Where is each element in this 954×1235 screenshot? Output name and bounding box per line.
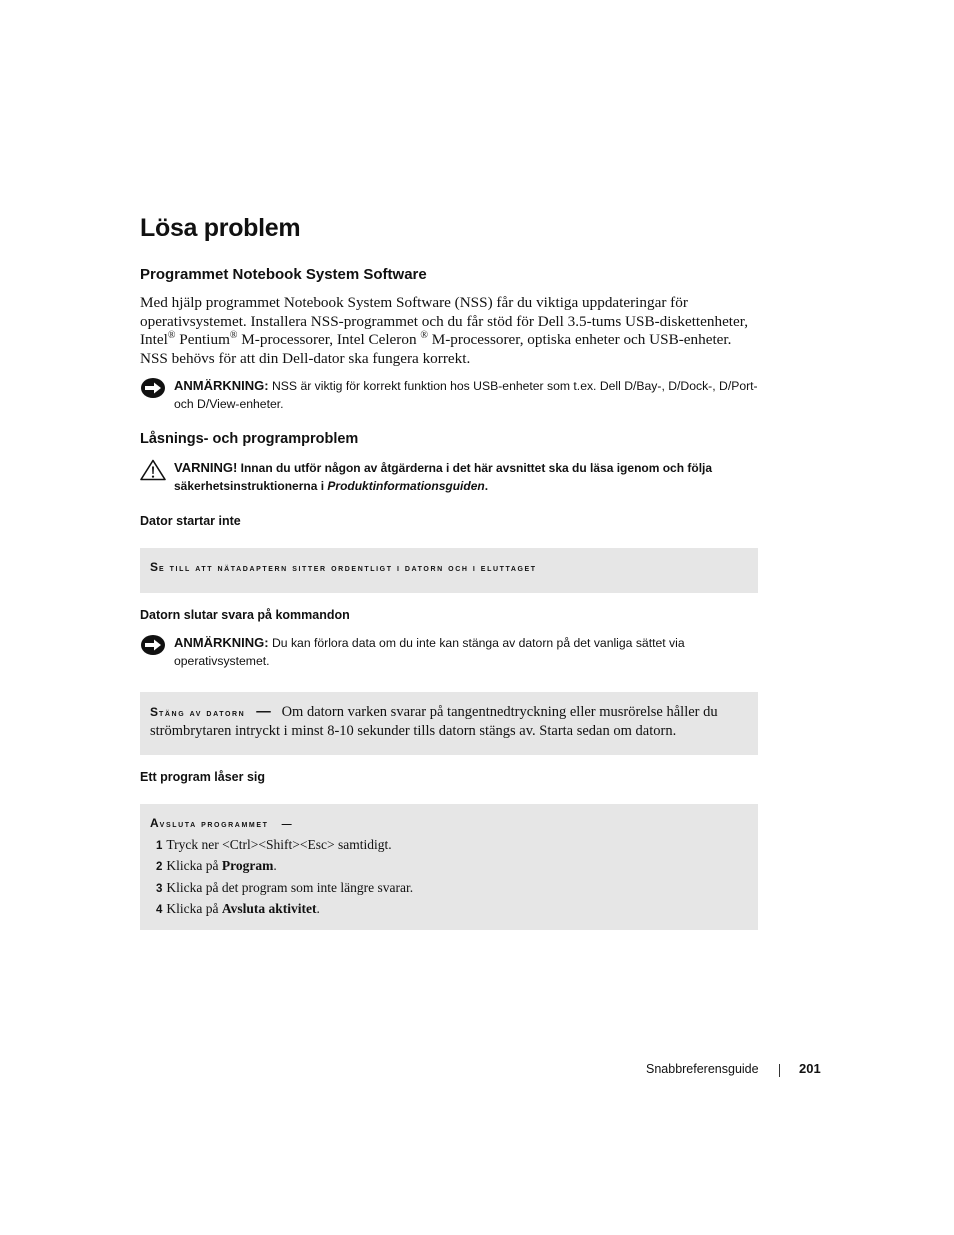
warning-label: VARNING! <box>174 460 238 475</box>
step-number: 4 <box>156 903 163 916</box>
step-text: Klicka på det program som inte längre svarar. <box>166 879 414 895</box>
warning-triangle-icon <box>140 459 166 481</box>
page-title: Lösa problem <box>140 214 301 242</box>
procedure-initial: S <box>150 560 160 574</box>
warning-guide-title: Produktinformationsguiden <box>327 478 485 493</box>
note-text: Du kan förlora data om du inte kan stänga av datorn på det vanliga sättet via operativsystemet. <box>174 636 685 668</box>
procedure-box-end-program <box>140 804 758 930</box>
step-item <box>156 878 413 899</box>
procedure-title <box>150 705 246 719</box>
subheading-program-hangs: Ett program låser sig <box>140 770 266 784</box>
subheading-not-responding: Datorn slutar svara på kommandon <box>140 608 350 622</box>
step-number: 3 <box>156 882 163 895</box>
registered-mark: ® <box>167 329 176 341</box>
note-arrow-icon <box>140 377 166 399</box>
procedure-initial: A <box>150 816 160 830</box>
nss-text-3: M-processorer, Intel Celeron <box>237 331 421 348</box>
step-bold: Avsluta aktivitet <box>221 900 317 916</box>
em-dash: — <box>281 819 292 830</box>
procedure-title-text: e till att nätadaptern sitter ordentligt i datorn och i eluttaget <box>159 563 537 574</box>
procedure-paragraph <box>150 704 750 740</box>
procedure-text: Om datorn varken svarar på tangentnedtryckning eller musrörelse håller du strömbrytaren intryckt i minst 8-10 sekunder tills datorn stängs av. Starta sedan om datorn. <box>150 704 718 739</box>
page-number: 201 <box>799 1061 821 1076</box>
step-number: 1 <box>156 840 163 852</box>
warning-text: Innan du utför någon av åtgärderna i det här avsnittet ska du läsa igenom och följa säkerhetsinstruktionerna i <box>174 461 713 493</box>
step-item <box>156 835 413 856</box>
step-number: 2 <box>156 861 163 874</box>
registered-mark: ® <box>420 329 428 341</box>
procedure-title <box>150 816 292 830</box>
step-item <box>156 899 413 920</box>
nss-text-4: M-processorer, optiska enheter och USB-enheter. NSS behövs för att din Dell-dator ska fungera korrekt. <box>140 331 732 367</box>
step-text: Klicka på <box>166 900 222 916</box>
section-heading-lock: Låsnings- och programproblem <box>140 431 359 447</box>
steps-list <box>156 835 413 920</box>
procedure-initial: S <box>150 705 160 719</box>
section-heading-nss: Programmet Notebook System Software <box>140 266 427 283</box>
nss-text-1: Med hjälp programmet Notebook System Software (NSS) får du viktiga uppdateringar för operativsystemet. Installera NSS-programmet och du får stöd för Dell 3.5-tums USB-diskettenheter, Intel <box>140 294 749 348</box>
procedure-title <box>150 560 537 574</box>
em-dash: — <box>256 704 271 720</box>
registered-mark: ® <box>229 329 238 341</box>
step-text: Tryck ner <Ctrl><Shift><Esc> samtidigt. <box>166 837 392 852</box>
procedure-title-text: täng av datorn <box>159 708 246 719</box>
nss-paragraph <box>140 294 750 368</box>
step-end: . <box>273 858 277 874</box>
subheading-no-start: Dator startar inte <box>140 514 241 528</box>
note-arrow-icon <box>140 634 166 656</box>
note-nss <box>140 377 760 413</box>
step-end: . <box>316 900 320 916</box>
note-label: ANMÄRKNING: <box>174 635 269 650</box>
procedure-box-adapter <box>140 548 758 593</box>
procedure-box-shutdown <box>140 692 758 755</box>
footer-guide-name: Snabbreferensguide <box>646 1062 759 1076</box>
footer-divider <box>779 1064 780 1077</box>
note-text: NSS är viktig för korrekt funktion hos USB-enheter som t.ex. Dell D/Bay-, D/Dock-, D/Port- och D/View-enheter. <box>174 379 758 411</box>
warning-safety <box>140 459 760 495</box>
step-text: Klicka på <box>166 858 222 874</box>
step-item <box>156 856 413 877</box>
nss-text-2: Pentium <box>175 331 230 348</box>
note-label: ANMÄRKNING: <box>174 378 269 393</box>
step-bold: Program <box>221 858 274 874</box>
warning-end: . <box>484 478 489 493</box>
note-data-loss <box>140 634 760 670</box>
procedure-title-text: vsluta programmet <box>159 819 269 830</box>
